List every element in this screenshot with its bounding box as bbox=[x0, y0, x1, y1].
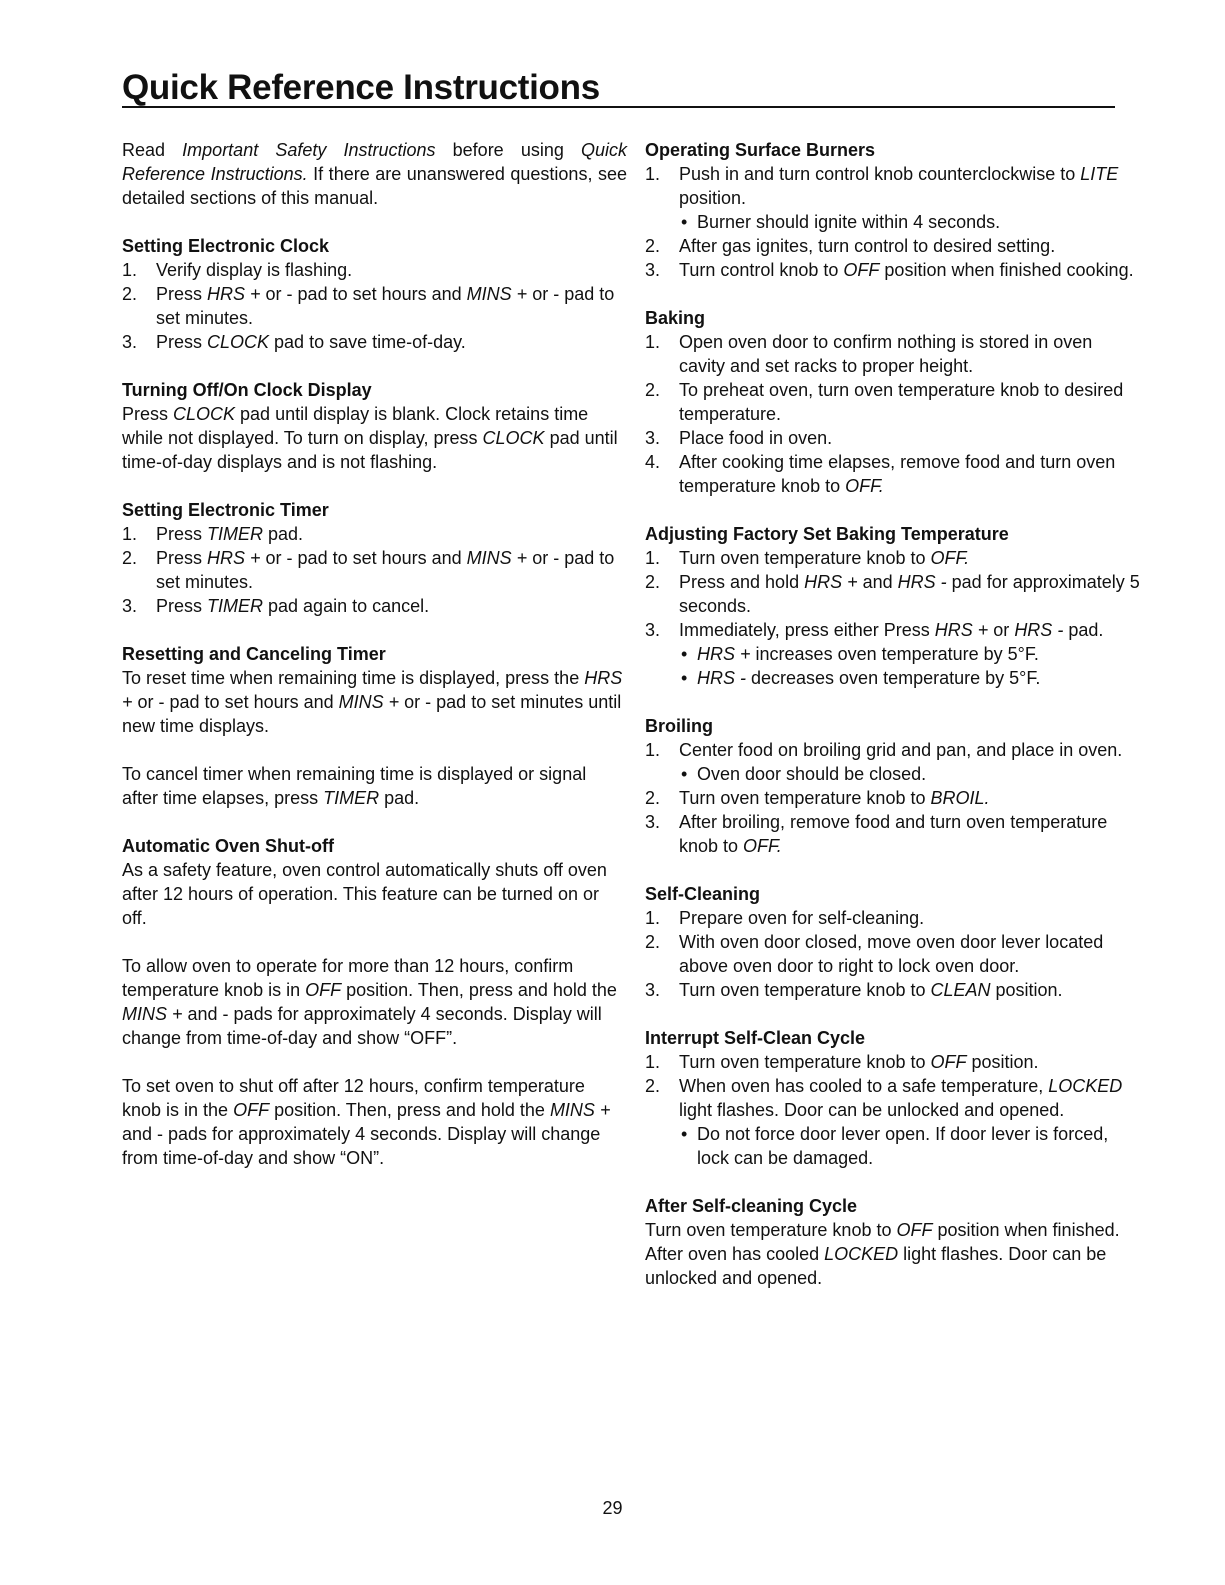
page-title: Quick Reference Instructions bbox=[122, 68, 600, 107]
list-item: 2. After gas ignites, turn control to desired setting. bbox=[645, 236, 1056, 256]
page-number: 29 bbox=[602, 1498, 623, 1518]
paragraph: To cancel timer when remaining time is displayed or signal after time elapses, press TIMER pad. bbox=[122, 764, 587, 808]
section-heading: Interrupt Self-Clean Cycle bbox=[645, 1028, 866, 1048]
section-heading: After Self-cleaning Cycle bbox=[645, 1196, 858, 1216]
section-heading: Resetting and Canceling Timer bbox=[122, 644, 386, 664]
list-item: 2. Press and hold HRS + and HRS - pad for approximately 5 seconds. bbox=[645, 572, 1140, 616]
list-item: 1. Center food on broiling grid and pan, and place in oven. • Oven door should be closed. bbox=[645, 738, 1140, 786]
section-heading: Adjusting Factory Set Baking Temperature bbox=[645, 524, 1009, 544]
bullet-item: • HRS - decreases oven temperature by 5°F. bbox=[679, 666, 1140, 690]
section-heading: Turning Off/On Clock Display bbox=[122, 380, 372, 400]
bullet-item: • Do not force door lever open. If door lever is forced, lock can be damaged. bbox=[679, 1122, 1140, 1170]
section-setting-clock bbox=[122, 234, 627, 354]
list-item: 2. Press HRS + or - pad to set hours and MINS + or - pad to set minutes. bbox=[122, 548, 615, 592]
bullet-item: • Oven door should be closed. bbox=[679, 762, 1140, 786]
bullet-item: • HRS + increases oven temperature by 5°F. bbox=[679, 642, 1140, 666]
list-item: 1. Open oven door to confirm nothing is stored in oven cavity and set racks to proper height. bbox=[645, 332, 1093, 376]
left-column bbox=[122, 138, 627, 1194]
section-heading: Setting Electronic Clock bbox=[122, 236, 330, 256]
list-item: 1. Turn oven temperature knob to OFF position. bbox=[645, 1052, 1039, 1072]
list-item: 2. Press HRS + or - pad to set hours and MINS + or - pad to set minutes. bbox=[122, 284, 615, 328]
right-column bbox=[645, 138, 1140, 1314]
paragraph: To set oven to shut off after 12 hours, confirm temperature knob is in the OFF position. Then, press and hold the MINS + and - pads for approximately 4 seconds. Display will change from time-of-day and show “ON”. bbox=[122, 1076, 611, 1168]
list-item: 3. Place food in oven. bbox=[645, 428, 833, 448]
list-item: 3. Immediately, press either Press HRS + or HRS - pad. • HRS + increases oven temperature by 5°F. • HRS - decreases oven temperature by 5°F. bbox=[645, 618, 1140, 690]
list-item: 2. To preheat oven, turn oven temperature knob to desired temperature. bbox=[645, 380, 1124, 424]
list-item: 1. Press TIMER pad. bbox=[122, 524, 304, 544]
list-item: 2. With oven door closed, move oven door lever located above oven door to right to lock oven door. bbox=[645, 932, 1104, 976]
list-item: 1. Verify display is flashing. bbox=[122, 260, 353, 280]
paragraph: Press CLOCK pad until display is blank. Clock retains time while not displayed. To turn on display, press CLOCK pad until time-of-day displays and is not flashing. bbox=[122, 404, 618, 472]
intro-paragraph: Read Important Safety Instructions before using Quick Reference Instructions. If there are unanswered questions, see detailed sections of this manual. bbox=[122, 140, 627, 208]
section-heading: Self-Cleaning bbox=[645, 884, 761, 904]
section-self-cleaning bbox=[645, 882, 1140, 1002]
paragraph: To allow oven to operate for more than 12 hours, confirm temperature knob is in OFF position. Then, press and hold the MINS + and - pads for approximately 4 seconds. Display will change from time-of-day and show “OFF”. bbox=[122, 956, 617, 1048]
list-item: 2. Turn oven temperature knob to BROIL. bbox=[645, 788, 990, 808]
list-item: 3. Press CLOCK pad to save time-of-day. bbox=[122, 332, 466, 352]
bullet-item: • Burner should ignite within 4 seconds. bbox=[679, 210, 1140, 234]
section-adjust-temperature bbox=[645, 522, 1140, 690]
section-heading: Operating Surface Burners bbox=[645, 140, 876, 160]
list-item: 1. Push in and turn control knob counterclockwise to LITE position. • Burner should ignite within 4 seconds. bbox=[645, 162, 1140, 234]
section-reset-timer bbox=[122, 642, 627, 810]
section-broiling bbox=[645, 714, 1140, 858]
list-item: 3. Press TIMER pad again to cancel. bbox=[122, 596, 430, 616]
list-item: 4. After cooking time elapses, remove food and turn oven temperature knob to OFF. bbox=[645, 452, 1116, 496]
list-item: 2. When oven has cooled to a safe temperature, LOCKED light flashes. Door can be unlocked and opened. • Do not force door lever open. If door lever is forced, lock can be damaged. bbox=[645, 1074, 1140, 1170]
title-rule bbox=[122, 106, 1115, 108]
section-surface-burners bbox=[645, 138, 1140, 282]
section-after-self-clean bbox=[645, 1194, 1140, 1290]
section-heading: Setting Electronic Timer bbox=[122, 500, 329, 520]
list-item: 3. Turn oven temperature knob to CLEAN position. bbox=[645, 980, 1063, 1000]
paragraph: Turn oven temperature knob to OFF position when finished. After oven has cooled LOCKED light flashes. Door can be unlocked and opened. bbox=[645, 1220, 1120, 1288]
section-interrupt-self-clean bbox=[645, 1026, 1140, 1170]
list-item: 3. After broiling, remove food and turn oven temperature knob to OFF. bbox=[645, 812, 1108, 856]
section-heading: Broiling bbox=[645, 716, 713, 736]
section-clock-display bbox=[122, 378, 627, 474]
paragraph: To reset time when remaining time is displayed, press the HRS + or - pad to set hours and MINS + or - pad to set minutes until new time displays. bbox=[122, 668, 623, 736]
section-heading: Baking bbox=[645, 308, 706, 328]
paragraph: As a safety feature, oven control automatically shuts off oven after 12 hours of operation. This feature can be turned on or off. bbox=[122, 860, 607, 928]
section-auto-shutoff bbox=[122, 834, 627, 1170]
list-item: 3. Turn control knob to OFF position when finished cooking. bbox=[645, 260, 1134, 280]
section-heading: Automatic Oven Shut-off bbox=[122, 836, 334, 856]
list-item: 1. Turn oven temperature knob to OFF. bbox=[645, 548, 970, 568]
section-baking bbox=[645, 306, 1140, 498]
section-setting-timer bbox=[122, 498, 627, 618]
list-item: 1. Prepare oven for self-cleaning. bbox=[645, 908, 925, 928]
